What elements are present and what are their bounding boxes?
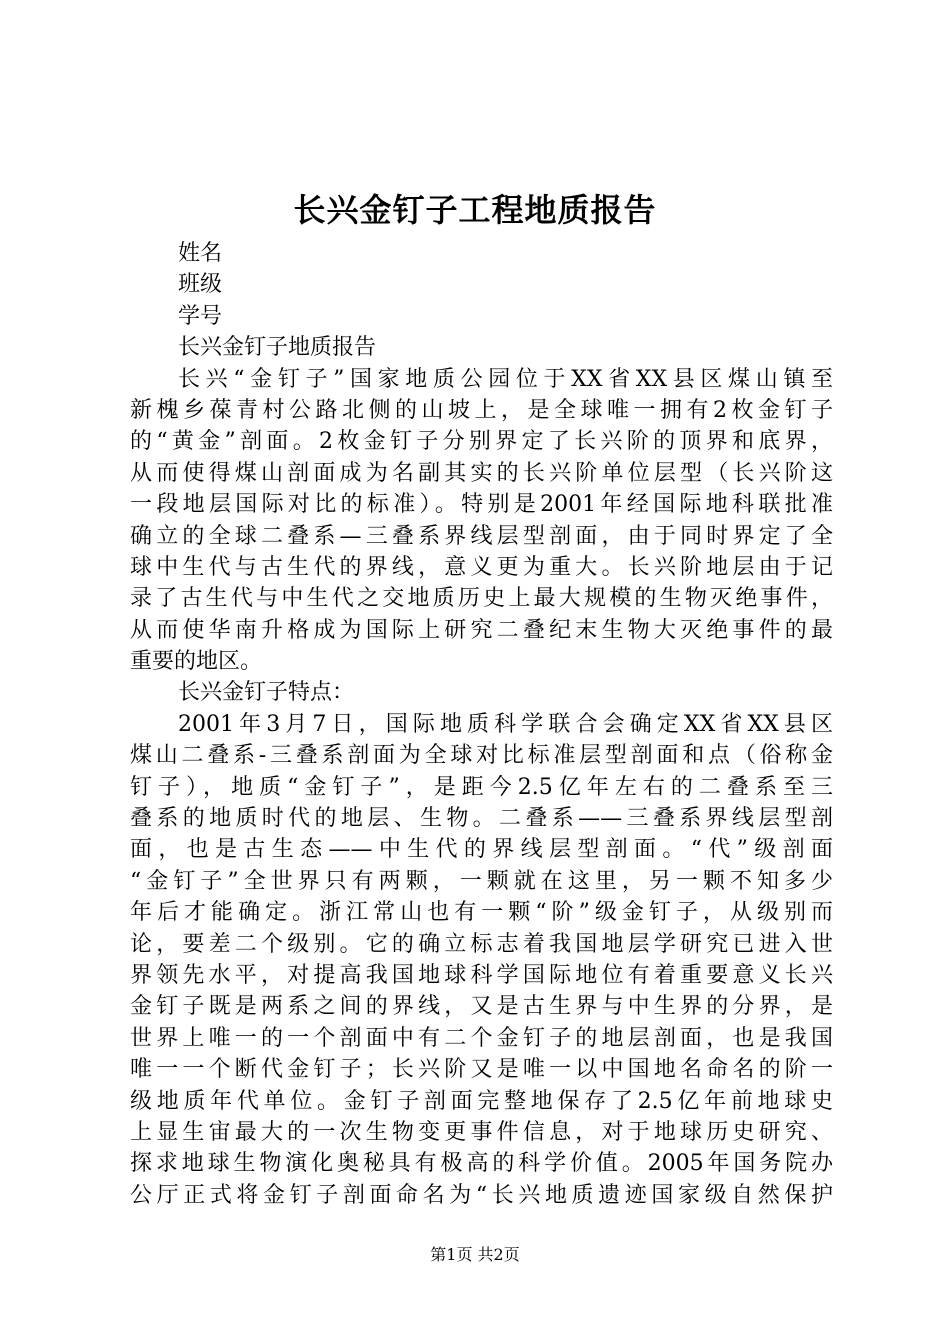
text-line: 界领先水平，对提高我国地球科学国际地位有着重要意义长兴 bbox=[130, 962, 833, 988]
text-line: 2001年3月7日，国际地质科学联合会确定XX省XX县区 bbox=[178, 711, 833, 737]
text-line: 叠系的地质时代的地层、生物。二叠系——三叠系界线层型剖 bbox=[130, 806, 833, 832]
text-line: 学号 bbox=[178, 303, 223, 329]
text-line: 从而使得煤山剖面成为名副其实的长兴阶单位层型（长兴阶这 bbox=[130, 460, 833, 486]
text-line: 一段地层国际对比的标准）。特别是2001年经国际地科联批准 bbox=[130, 492, 833, 518]
text-line: 球中生代与古生代的界线，意义更为重大。长兴阶地层由于记 bbox=[130, 554, 833, 580]
text-line: 级地质年代单位。金钉子剖面完整地保存了2.5亿年前地球史 bbox=[130, 1088, 833, 1114]
text-line: 长兴金钉子特点： bbox=[178, 680, 355, 706]
text-line: 姓名 bbox=[178, 241, 223, 266]
text-line: 上显生宙最大的一次生物变更事件信息，对于地球历史研究、 bbox=[130, 1119, 833, 1145]
text-line: 世界上唯一的一个剖面中有二个金钉子的地层剖面，也是我国 bbox=[130, 1025, 833, 1051]
text-line: 年后才能确定。浙江常山也有一颗“阶”级金钉子，从级别而 bbox=[130, 900, 833, 926]
text-line: 钉子），地质“金钉子”，是距今2.5亿年左右的二叠系至三 bbox=[130, 774, 833, 800]
page-footer: 第1页 共2页 bbox=[430, 1245, 520, 1264]
document-body bbox=[130, 238, 833, 1211]
document-title: 长兴金钉子工程地质报告 bbox=[293, 191, 657, 229]
text-line: 煤山二叠系-三叠系剖面为全球对比标准层型剖面和点（俗称金 bbox=[130, 743, 833, 769]
text-line: 金钉子既是两系之间的界线，又是古生界与中生界的分界，是 bbox=[130, 994, 833, 1020]
text-line: 录了古生代与中生代之交地质历史上最大规模的生物灭绝事件， bbox=[130, 586, 833, 612]
text-line: 长兴“金钉子”国家地质公园位于XX省XX县区煤山镇至 bbox=[178, 366, 833, 392]
text-line: 长兴金钉子地质报告 bbox=[178, 335, 377, 361]
text-line: 唯一一个断代金钉子；长兴阶又是唯一以中国地名命名的阶一 bbox=[130, 1057, 833, 1083]
text-line: 从而使华南升格成为国际上研究二叠纪末生物大灭绝事件的最 bbox=[130, 617, 833, 643]
text-line: 确立的全球二叠系—三叠系界线层型剖面，由于同时界定了全 bbox=[130, 523, 833, 549]
text-line: 面，也是古生态——中生代的界线层型剖面。“代”级剖面 bbox=[130, 837, 833, 863]
text-line: 探求地球生物演化奥秘具有极高的科学价值。2005年国务院办 bbox=[130, 1151, 833, 1177]
text-line: “金钉子”全世界只有两颗，一颗就在这里，另一颗不知多少 bbox=[130, 868, 833, 894]
text-line: 的“黄金”剖面。2枚金钉子分别界定了长兴阶的顶界和底界， bbox=[130, 429, 833, 455]
text-line: 论，要差二个级别。它的确立标志着我国地层学研究已进入世 bbox=[130, 931, 833, 957]
text-line: 班级 bbox=[178, 272, 223, 298]
text-line: 公厅正式将金钉子剖面命名为“长兴地质遗迹国家级自然保护 bbox=[130, 1182, 833, 1208]
text-line: 重要的地区。 bbox=[130, 649, 263, 675]
text-line: 新槐乡葆青村公路北侧的山坡上，是全球唯一拥有2枚金钉子 bbox=[130, 397, 833, 423]
